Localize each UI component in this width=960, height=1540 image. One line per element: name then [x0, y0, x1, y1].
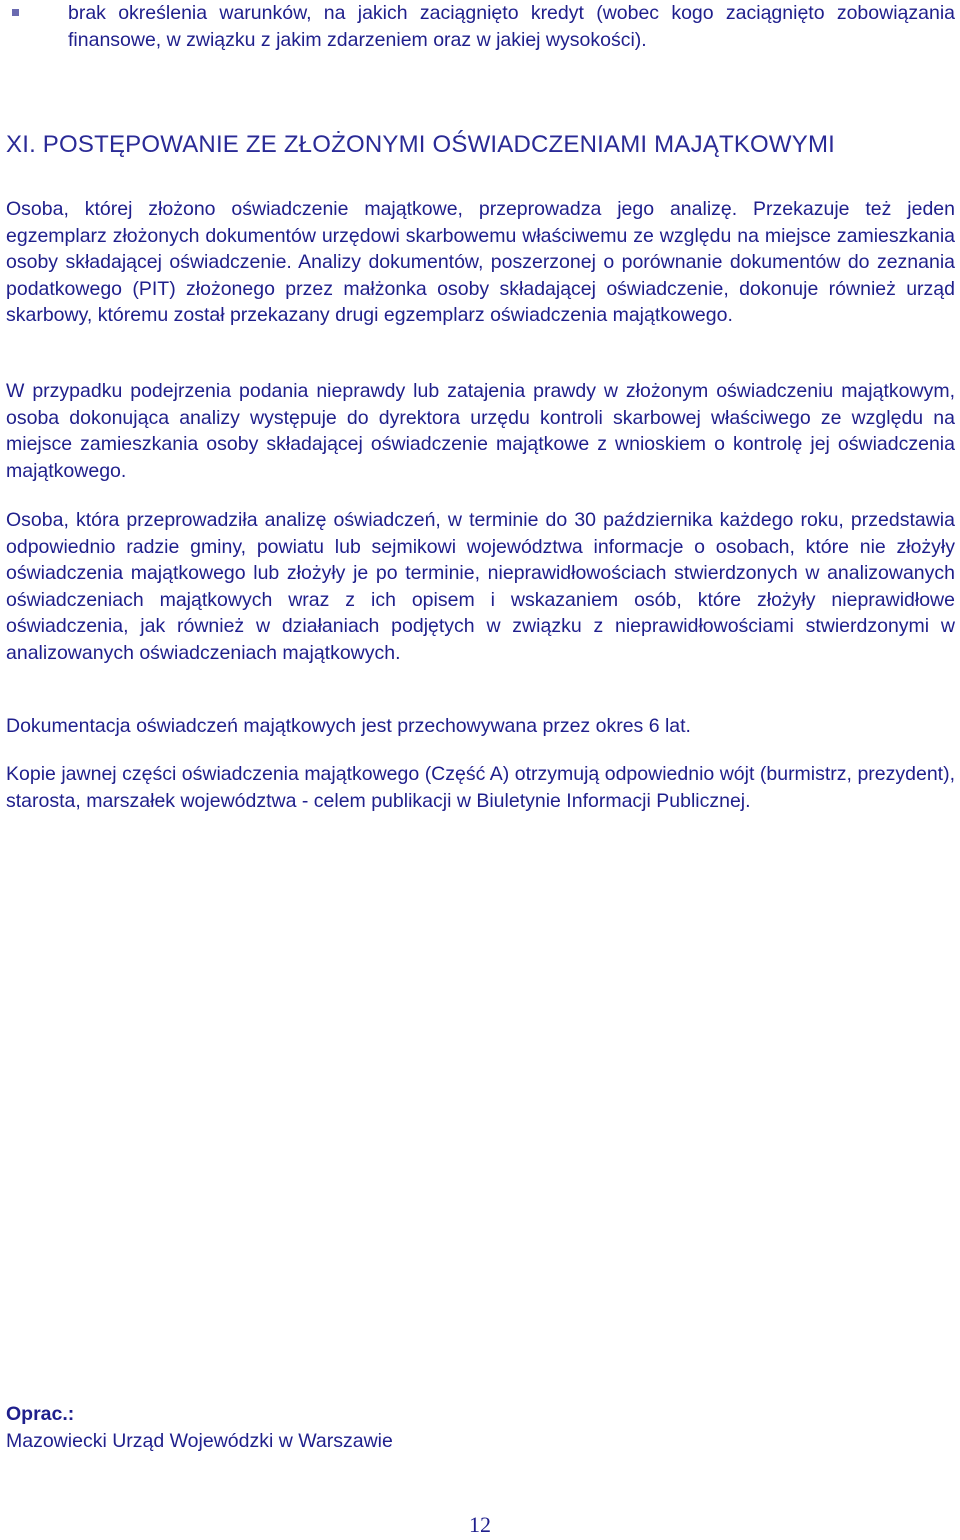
bullet-text: brak określenia warunków, na jakich zaciągnięto kredyt (wobec kogo zaciągnięto zobowiązania finansowe, w związku z jakim zdarzeniem oraz w jakiej wysokości).	[68, 2, 955, 51]
footer-organization: Mazowiecki Urząd Wojewódzki w Warszawie	[6, 1430, 393, 1452]
paragraph-report: Osoba, która przeprowadziła analizę oświadczeń, w terminie do 30 października każdego roku, przedstawia odpowiednio radzie gminy, powiatu lub sejmikowi województwa informacje o osobach, które nie złożyły oświadczenia majątkowego lub złożyły je po terminie, nieprawidłowościach stwierdzonych w analizowanych oświadczeniach majątkowych wraz z ich opisem i wskazaniem osób, które złożyły nieprawidłowe oświadczenia, jak również w działaniach podjętych w związku z nieprawidłowościami stwierdzonymi w analizowanych oświadczeniach majątkowych.	[6, 509, 955, 664]
paragraph-retention: Dokumentacja oświadczeń majątkowych jest przechowywana przez okres 6 lat.	[6, 715, 691, 737]
paragraph-suspicion: W przypadku podejrzenia podania nieprawdy lub zatajenia prawdy w złożonym oświadczeniu majątkowym, osoba dokonująca analizy występuje do dyrektora urzędu kontroli skarbowej właściwego ze względu na miejsce zamieszkania osoby składającej oświadczenie majątkowe z wnioskiem o kontrolę jej oświadczenia majątkowego.	[6, 380, 955, 482]
paragraph-publication: Kopie jawnej części oświadczenia majątkowego (Część A) otrzymują odpowiednio wójt (burmistrz, prezydent), starosta, marszałek województwa - celem publikacji w Biuletynie Informacji Publicznej.	[6, 763, 955, 812]
page-number: 12	[469, 1512, 491, 1537]
paragraph-analysis: Osoba, której złożono oświadczenie majątkowe, przeprowadza jego analizę. Przekazuje też jeden egzemplarz złożonych dokumentów urzędowi skarbowemu właściwemu ze względu na miejsce zamieszkania osoby składającej oświadczenie. Analizy dokumentów, poszerzonej o porównanie dokumentów do zeznania podatkowego (PIT) złożonego przez małżonka osoby składającej oświadczenie, dokonuje również urząd skarbowy, któremu został przekazany drugi egzemplarz oświadczenia majątkowego.	[6, 198, 955, 326]
section-title: XI. POSTĘPOWANIE ZE ZŁOŻONYMI OŚWIADCZENIAMI MAJĄTKOWYMI	[6, 131, 836, 158]
square-bullet-icon	[12, 9, 19, 16]
footer-label: Oprac.:	[6, 1403, 75, 1425]
bullet-list-item	[6, 0, 955, 54]
